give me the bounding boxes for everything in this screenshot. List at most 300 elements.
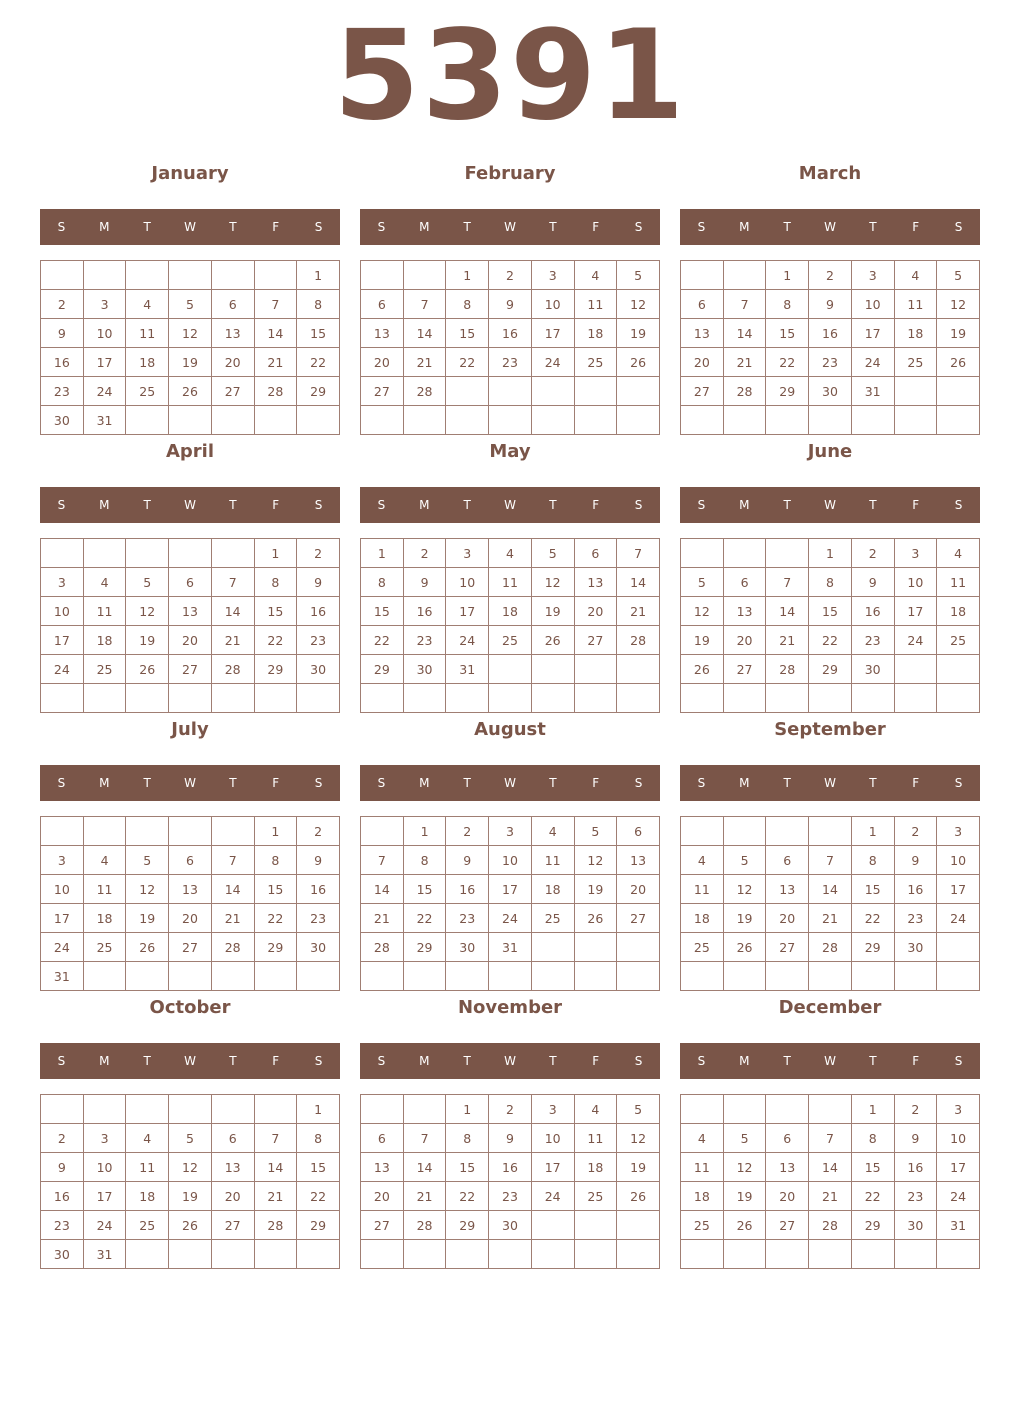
day-cell: 31 (41, 962, 84, 991)
empty-cell (403, 406, 446, 435)
day-cell: 14 (254, 1153, 297, 1182)
day-cell: 16 (297, 875, 340, 904)
day-cell: 12 (723, 875, 766, 904)
empty-cell (851, 406, 894, 435)
weekday-header (360, 209, 660, 245)
day-cell: 6 (169, 568, 212, 597)
day-cell: 14 (809, 1153, 852, 1182)
day-cell: 25 (681, 933, 724, 962)
day-cell: 25 (681, 1211, 724, 1240)
day-cell: 16 (446, 875, 489, 904)
day-cell: 22 (297, 1182, 340, 1211)
day-cell: 26 (617, 1182, 660, 1211)
day-cell: 17 (446, 597, 489, 626)
day-cell: 28 (254, 377, 297, 406)
day-cell: 2 (446, 817, 489, 846)
empty-cell (126, 684, 169, 713)
empty-cell (851, 1240, 894, 1269)
weekday-label: S (57, 776, 66, 790)
day-cell: 12 (531, 568, 574, 597)
day-cell: 29 (766, 377, 809, 406)
day-cell: 1 (766, 261, 809, 290)
day-cell: 30 (41, 406, 84, 435)
week-row (361, 933, 660, 962)
week-row (41, 1124, 340, 1153)
day-cell: 30 (894, 933, 937, 962)
day-grid (40, 260, 340, 435)
empty-cell (403, 684, 446, 713)
day-cell: 19 (574, 875, 617, 904)
week-row (681, 597, 980, 626)
day-cell: 10 (41, 875, 84, 904)
empty-cell (531, 406, 574, 435)
day-cell: 31 (83, 406, 126, 435)
week-row (41, 817, 340, 846)
weekday-label: F (912, 776, 920, 790)
empty-cell (574, 1240, 617, 1269)
empty-cell (169, 406, 212, 435)
weekday-label: F (912, 220, 920, 234)
day-cell: 11 (937, 568, 980, 597)
day-cell: 1 (297, 261, 340, 290)
empty-cell (766, 817, 809, 846)
day-cell: 6 (361, 1124, 404, 1153)
day-cell: 9 (894, 1124, 937, 1153)
day-cell: 8 (297, 1124, 340, 1153)
day-cell: 20 (361, 348, 404, 377)
day-cell: 26 (937, 348, 980, 377)
day-cell: 30 (894, 1211, 937, 1240)
day-cell: 22 (851, 904, 894, 933)
day-cell: 15 (361, 597, 404, 626)
day-cell: 9 (489, 1124, 532, 1153)
weekday-label: T (869, 1054, 877, 1068)
day-cell: 28 (211, 655, 254, 684)
day-cell: 2 (489, 1095, 532, 1124)
day-cell: 3 (531, 1095, 574, 1124)
week-row (681, 1211, 980, 1240)
empty-cell (169, 1240, 212, 1269)
day-cell: 2 (41, 1124, 84, 1153)
week-row (361, 568, 660, 597)
week-row (41, 597, 340, 626)
day-cell: 27 (361, 1211, 404, 1240)
week-row (681, 817, 980, 846)
day-cell: 17 (937, 875, 980, 904)
weekday-header (680, 1043, 980, 1079)
day-cell: 6 (211, 290, 254, 319)
day-cell: 1 (851, 817, 894, 846)
day-cell: 2 (894, 817, 937, 846)
day-cell: 5 (169, 1124, 212, 1153)
weekday-label: F (592, 776, 600, 790)
empty-cell (126, 539, 169, 568)
day-cell: 5 (723, 846, 766, 875)
week-row (41, 655, 340, 684)
day-cell: 29 (297, 377, 340, 406)
day-cell: 12 (617, 1124, 660, 1153)
weekday-label: F (592, 498, 600, 512)
day-cell: 23 (894, 904, 937, 933)
day-cell: 4 (531, 817, 574, 846)
day-cell: 16 (894, 875, 937, 904)
weekday-label: S (697, 776, 706, 790)
weekday-label: F (272, 776, 280, 790)
day-cell: 16 (851, 597, 894, 626)
weekday-label: M (739, 776, 750, 790)
day-cell: 5 (617, 261, 660, 290)
empty-cell (937, 933, 980, 962)
week-row (361, 684, 660, 713)
week-row (41, 962, 340, 991)
day-cell: 10 (937, 846, 980, 875)
empty-cell (169, 1095, 212, 1124)
day-cell: 21 (403, 348, 446, 377)
day-cell: 27 (211, 377, 254, 406)
day-cell: 23 (403, 626, 446, 655)
day-cell: 2 (297, 539, 340, 568)
weekday-label: T (143, 1054, 151, 1068)
day-cell: 18 (574, 319, 617, 348)
day-cell: 8 (403, 846, 446, 875)
weekday-label: S (377, 498, 386, 512)
empty-cell (83, 1095, 126, 1124)
day-cell: 2 (809, 261, 852, 290)
day-cell: 18 (937, 597, 980, 626)
weekday-label: T (463, 1054, 471, 1068)
empty-cell (211, 817, 254, 846)
day-cell: 23 (894, 1182, 937, 1211)
day-cell: 17 (83, 1182, 126, 1211)
empty-cell (723, 1240, 766, 1269)
day-cell: 11 (894, 290, 937, 319)
year-title: 5391 (333, 4, 687, 148)
day-cell: 14 (403, 1153, 446, 1182)
weekday-label: W (184, 776, 196, 790)
day-cell: 20 (169, 626, 212, 655)
day-cell: 12 (169, 319, 212, 348)
weekday-label: T (229, 1054, 237, 1068)
day-cell: 6 (361, 290, 404, 319)
day-cell: 24 (937, 1182, 980, 1211)
empty-cell (211, 1240, 254, 1269)
day-cell: 15 (851, 875, 894, 904)
day-cell: 17 (83, 348, 126, 377)
day-cell: 25 (126, 1211, 169, 1240)
empty-cell (531, 1211, 574, 1240)
week-row (681, 684, 980, 713)
weekday-label: S (697, 220, 706, 234)
day-cell: 1 (446, 1095, 489, 1124)
day-cell: 14 (766, 597, 809, 626)
day-cell: 26 (723, 1211, 766, 1240)
week-row (361, 1182, 660, 1211)
day-cell: 3 (894, 539, 937, 568)
empty-cell (894, 377, 937, 406)
week-row (41, 1211, 340, 1240)
day-cell: 24 (41, 655, 84, 684)
empty-cell (169, 261, 212, 290)
weekday-label: S (377, 220, 386, 234)
empty-cell (809, 406, 852, 435)
week-row (361, 348, 660, 377)
month-name: March (798, 163, 862, 184)
day-cell: 23 (809, 348, 852, 377)
week-row (361, 1153, 660, 1182)
weekday-label: F (912, 498, 920, 512)
weekday-label: F (272, 220, 280, 234)
day-cell: 20 (766, 904, 809, 933)
day-grid (680, 816, 980, 991)
week-row (41, 319, 340, 348)
day-grid (360, 816, 660, 991)
day-cell: 11 (83, 597, 126, 626)
week-row (41, 626, 340, 655)
day-cell: 16 (41, 348, 84, 377)
day-cell: 18 (894, 319, 937, 348)
empty-cell (809, 962, 852, 991)
day-cell: 22 (403, 904, 446, 933)
empty-cell (681, 817, 724, 846)
day-cell: 28 (403, 377, 446, 406)
day-cell: 21 (211, 626, 254, 655)
day-cell: 13 (211, 319, 254, 348)
week-row (361, 655, 660, 684)
empty-cell (169, 539, 212, 568)
weekday-label: S (314, 776, 323, 790)
day-cell: 2 (297, 817, 340, 846)
day-cell: 28 (723, 377, 766, 406)
day-cell: 2 (851, 539, 894, 568)
day-cell: 20 (361, 1182, 404, 1211)
empty-cell (574, 962, 617, 991)
weekday-label: W (184, 498, 196, 512)
day-cell: 17 (937, 1153, 980, 1182)
day-cell: 28 (766, 655, 809, 684)
day-cell: 16 (403, 597, 446, 626)
day-cell: 23 (297, 626, 340, 655)
day-cell: 27 (766, 933, 809, 962)
empty-cell (617, 1240, 660, 1269)
day-cell: 26 (574, 904, 617, 933)
weekday-header (680, 487, 980, 523)
day-cell: 15 (254, 875, 297, 904)
day-cell: 24 (83, 377, 126, 406)
day-cell: 2 (489, 261, 532, 290)
day-cell: 14 (403, 319, 446, 348)
day-grid (360, 538, 660, 713)
month-name: May (489, 441, 531, 462)
day-cell: 25 (489, 626, 532, 655)
day-cell: 20 (169, 904, 212, 933)
day-cell: 5 (617, 1095, 660, 1124)
week-row (681, 904, 980, 933)
day-cell: 8 (254, 568, 297, 597)
weekday-label: M (419, 1054, 430, 1068)
day-cell: 27 (169, 933, 212, 962)
weekday-label: W (824, 498, 836, 512)
day-cell: 11 (531, 846, 574, 875)
empty-cell (894, 1240, 937, 1269)
weekday-label: S (697, 1054, 706, 1068)
day-cell: 22 (254, 626, 297, 655)
day-cell: 20 (211, 1182, 254, 1211)
empty-cell (446, 406, 489, 435)
empty-cell (83, 539, 126, 568)
empty-cell (211, 684, 254, 713)
day-cell: 11 (681, 875, 724, 904)
week-row (41, 846, 340, 875)
weekday-label: W (824, 776, 836, 790)
week-row (361, 962, 660, 991)
day-cell: 14 (211, 597, 254, 626)
week-row (361, 1124, 660, 1153)
day-cell: 8 (254, 846, 297, 875)
empty-cell (126, 817, 169, 846)
week-row (681, 348, 980, 377)
week-row (41, 348, 340, 377)
empty-cell (403, 962, 446, 991)
day-cell: 13 (617, 846, 660, 875)
weekday-label: S (954, 1054, 963, 1068)
day-cell: 27 (361, 377, 404, 406)
week-row (41, 1095, 340, 1124)
empty-cell (681, 261, 724, 290)
day-cell: 14 (617, 568, 660, 597)
weekday-label: T (869, 220, 877, 234)
day-cell: 27 (211, 1211, 254, 1240)
day-cell: 15 (297, 1153, 340, 1182)
weekday-label: M (99, 220, 110, 234)
week-row (681, 962, 980, 991)
empty-cell (489, 684, 532, 713)
week-row (361, 817, 660, 846)
weekday-label: W (504, 1054, 516, 1068)
week-row (41, 875, 340, 904)
empty-cell (681, 684, 724, 713)
empty-cell (403, 261, 446, 290)
day-cell: 22 (851, 1182, 894, 1211)
week-row (361, 846, 660, 875)
empty-cell (531, 1240, 574, 1269)
empty-cell (297, 1240, 340, 1269)
day-cell: 26 (126, 933, 169, 962)
week-row (681, 568, 980, 597)
day-cell: 5 (681, 568, 724, 597)
day-cell: 9 (41, 319, 84, 348)
day-cell: 23 (489, 348, 532, 377)
day-cell: 10 (531, 1124, 574, 1153)
empty-cell (937, 962, 980, 991)
weekday-label: S (314, 1054, 323, 1068)
empty-cell (126, 1240, 169, 1269)
weekday-label: M (739, 498, 750, 512)
weekday-label: S (954, 776, 963, 790)
empty-cell (809, 684, 852, 713)
weekday-label: T (463, 220, 471, 234)
empty-cell (254, 1095, 297, 1124)
day-cell: 28 (254, 1211, 297, 1240)
day-cell: 10 (41, 597, 84, 626)
day-cell: 2 (403, 539, 446, 568)
day-cell: 4 (894, 261, 937, 290)
week-row (41, 568, 340, 597)
day-cell: 24 (489, 904, 532, 933)
weekday-header (40, 1043, 340, 1079)
weekday-label: M (99, 498, 110, 512)
day-cell: 21 (254, 348, 297, 377)
week-row (681, 1240, 980, 1269)
week-row (361, 1240, 660, 1269)
day-cell: 19 (681, 626, 724, 655)
day-cell: 15 (446, 1153, 489, 1182)
day-cell: 23 (41, 1211, 84, 1240)
empty-cell (723, 817, 766, 846)
day-cell: 12 (723, 1153, 766, 1182)
empty-cell (41, 1095, 84, 1124)
day-cell: 5 (531, 539, 574, 568)
day-cell: 8 (766, 290, 809, 319)
weekday-header (360, 765, 660, 801)
week-row (361, 1095, 660, 1124)
weekday-label: W (504, 220, 516, 234)
day-cell: 10 (894, 568, 937, 597)
empty-cell (169, 962, 212, 991)
day-cell: 14 (723, 319, 766, 348)
weekday-label: S (314, 220, 323, 234)
day-cell: 4 (937, 539, 980, 568)
day-cell: 9 (894, 846, 937, 875)
empty-cell (681, 406, 724, 435)
week-row (681, 539, 980, 568)
day-cell: 26 (681, 655, 724, 684)
day-cell: 2 (41, 290, 84, 319)
day-cell: 11 (574, 290, 617, 319)
empty-cell (723, 684, 766, 713)
day-cell: 13 (766, 1153, 809, 1182)
day-cell: 11 (489, 568, 532, 597)
day-cell: 13 (169, 597, 212, 626)
day-cell: 25 (894, 348, 937, 377)
day-cell: 28 (809, 1211, 852, 1240)
empty-cell (894, 406, 937, 435)
empty-cell (937, 406, 980, 435)
week-row (361, 626, 660, 655)
empty-cell (41, 817, 84, 846)
day-cell: 3 (937, 1095, 980, 1124)
day-cell: 13 (169, 875, 212, 904)
weekday-label: S (377, 776, 386, 790)
month-name: April (165, 441, 215, 462)
day-cell: 18 (489, 597, 532, 626)
day-grid (680, 538, 980, 713)
day-cell: 11 (83, 875, 126, 904)
week-row (361, 597, 660, 626)
day-cell: 31 (937, 1211, 980, 1240)
week-row (681, 875, 980, 904)
day-cell: 4 (681, 1124, 724, 1153)
weekday-label: T (143, 776, 151, 790)
day-cell: 6 (681, 290, 724, 319)
empty-cell (851, 684, 894, 713)
week-row (681, 261, 980, 290)
weekday-label: S (57, 498, 66, 512)
weekday-label: F (272, 498, 280, 512)
day-cell: 3 (489, 817, 532, 846)
empty-cell (766, 1240, 809, 1269)
empty-cell (489, 377, 532, 406)
week-row (41, 261, 340, 290)
